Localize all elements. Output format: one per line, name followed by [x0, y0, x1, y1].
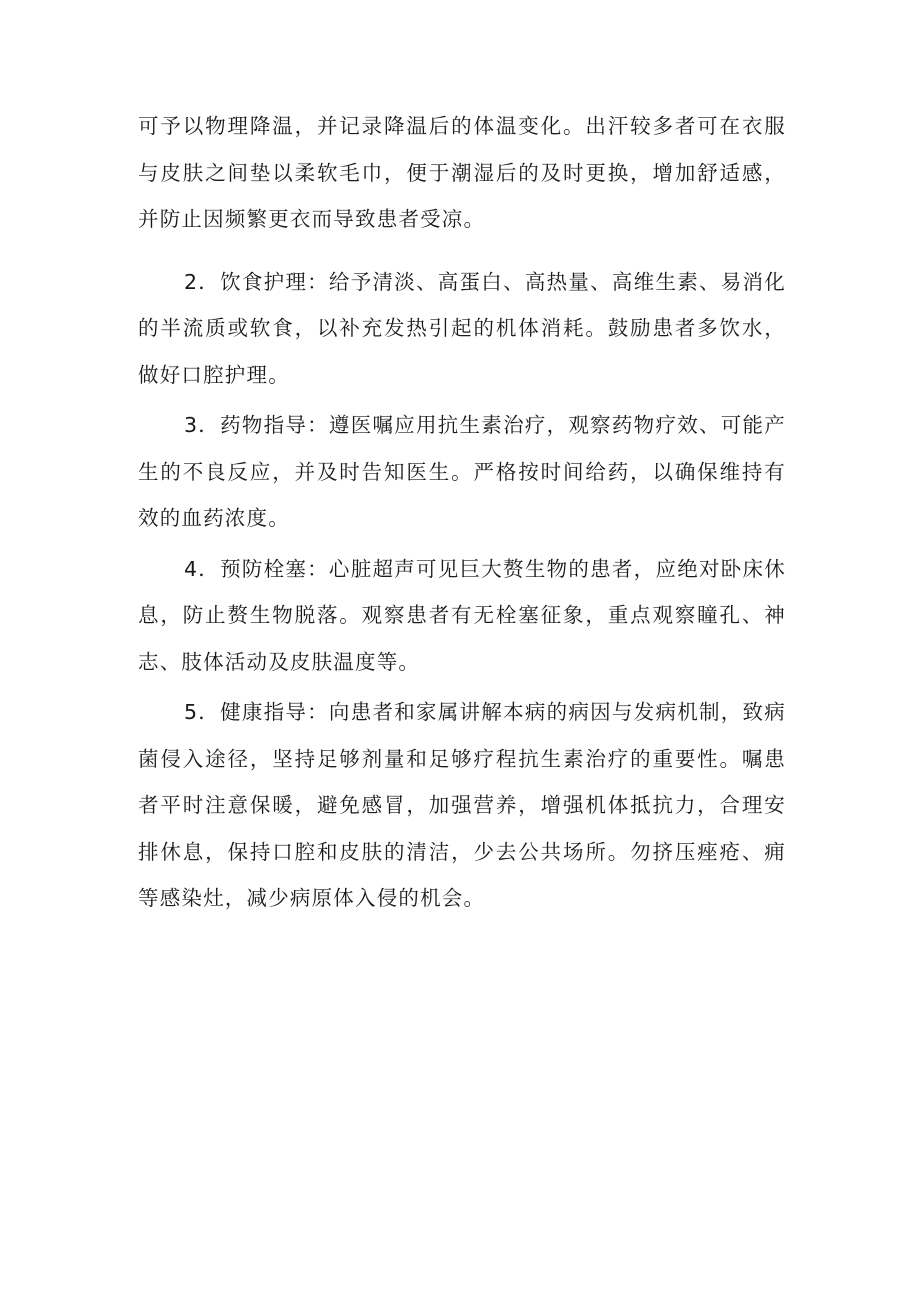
paragraph-fever-care-continued: 可予以物理降温，并记录降温后的体温变化。出汗较多者可在衣服与皮肤之间垫以柔软毛巾，便于潮湿后的及时更换，增加舒适感，并防止因频繁更衣而导致患者受凉。 [138, 114, 786, 231]
paragraph-diet-care: 2．饮食护理：给予清淡、高蛋白、高热量、高维生素、易消化的半流质或软食，以补充发热引起的机体消耗。鼓励患者多饮水，做好口腔护理。 [138, 269, 786, 387]
paragraph-medication-guidance: 3．药物指导：遵医嘱应用抗生素治疗，观察药物疗效、可能产生的不良反应，并及时告知医生。严格按时间给药，以确保维持有效的血药浓度。 [138, 413, 786, 530]
paragraph-embolism-prevention: 4．预防栓塞：心脏超声可见巨大赘生物的患者，应绝对卧床休息，防止赘生物脱落。观察患者有无栓塞征象，重点观察瞳孔、神志、肢体活动及皮肤温度等。 [138, 556, 786, 674]
document-page [138, 103, 786, 922]
paragraph-health-guidance: 5．健康指导：向患者和家属讲解本病的病因与发病机制，致病菌侵入途径，坚持足够剂量和足够疗程抗生素治疗的重要性。嘱患者平时注意保暖，避免感冒，加强营养，增强机体抵抗力，合理安排休息，保持口腔和皮肤的清洁，少去公共场所。勿挤压痤疮、痈等感染灶，减少病原体入侵的机会。 [138, 700, 786, 910]
